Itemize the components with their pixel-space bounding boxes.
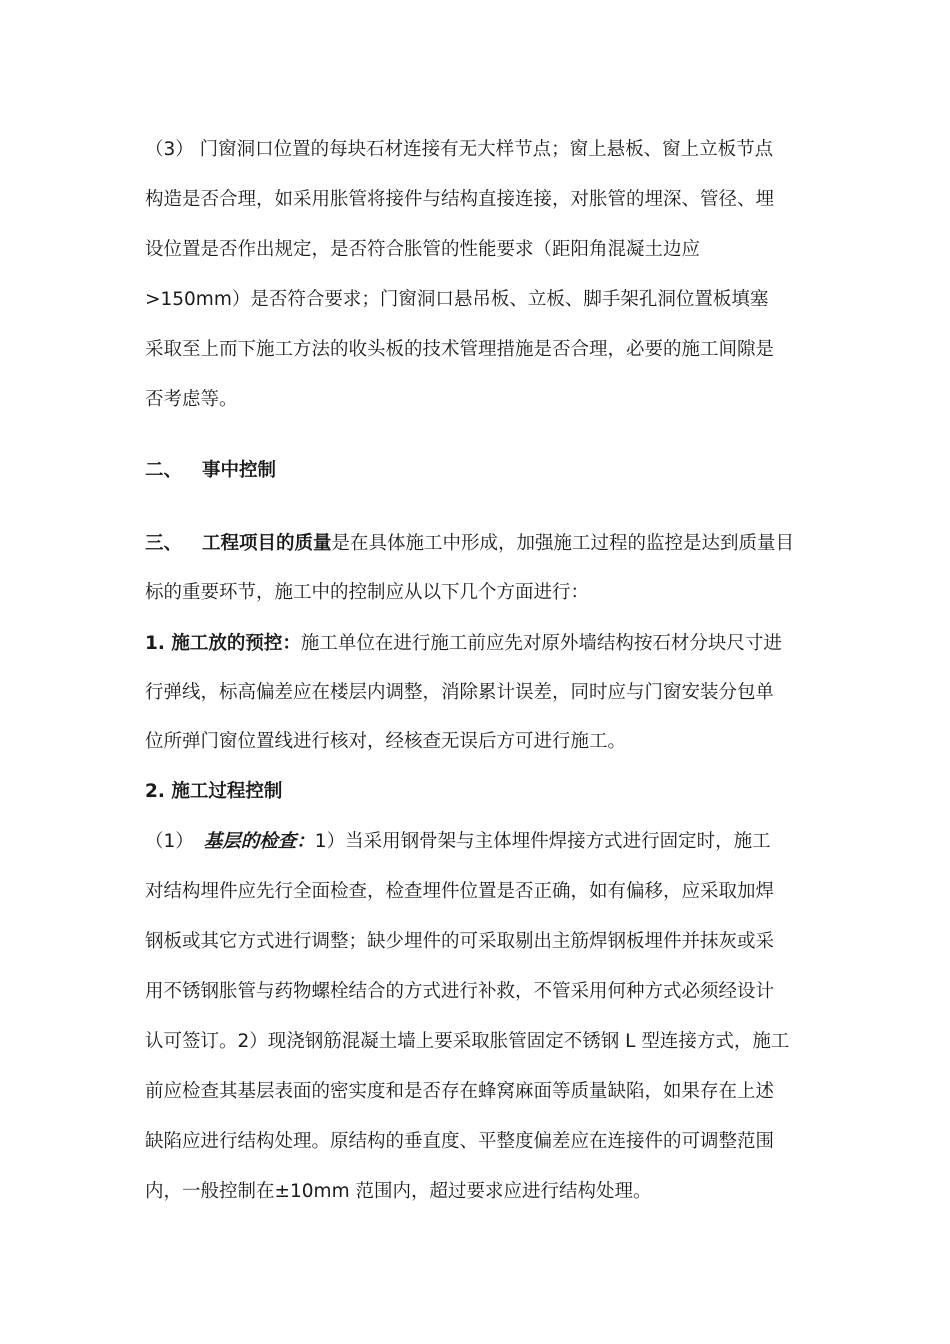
paragraph-line: 对结构埋件应先行全面检查，检查埋件位置是否正确，如有偏移，应采取加焊 (145, 881, 775, 902)
paragraph-line: 行弹线，标高偏差应在楼层内调整，消除累计误差，同时应与门窗安装分包单 (145, 682, 775, 703)
paragraph-line: 认可签订。2）现浇钢筋混凝土墙上要采取胀管固定不锈钢 L 型连接方式，施工 (145, 1031, 790, 1052)
paragraph-line: 用不锈钢胀管与药物螺栓结合的方式进行补救，不管采用何种方式必须经设计 (145, 981, 775, 1002)
paragraph-line: 否考虑等。 (145, 389, 238, 410)
paragraph-line: （3） 门窗洞口位置的每块石材连接有无大样节点；窗上悬板、窗上立板节点 (145, 139, 774, 160)
paragraph-line (145, 531, 794, 557)
heading-number: 二、 (145, 460, 183, 481)
item-heading: 2. 施工过程控制 (145, 781, 283, 802)
paragraph-line: 标的重要环节，施工中的控制应从以下几个方面进行： (145, 582, 590, 603)
paragraph-line: 位所弹门窗位置线进行核对，经核查无误后方可进行施工。 (145, 731, 627, 752)
paragraph-text: 1）当采用钢骨架与主体埋件焊接方式进行固定时，施工 (314, 831, 771, 852)
paragraph-line: 设位置是否作出规定，是否符合胀管的性能要求（距阳角混凝土边应 (145, 239, 701, 260)
paragraph-text: 是在具体施工中形成，加强施工过程的监控是达到质量目 (331, 533, 795, 554)
sub-item-number: （1） (145, 831, 194, 852)
paragraph-line: >150mm）是否符合要求；门窗洞口悬吊板、立板、脚手架孔洞位置板填塞 (145, 289, 769, 310)
paragraph-line: 缺陷应进行结构处理。原结构的垂直度、平整度偏差应在连接件的可调整范围 (145, 1131, 775, 1152)
paragraph-line: 采取至上而下施工方法的收头板的技术管理措施是否合理，必要的施工间隙是 (145, 339, 775, 360)
heading-number: 三、 (145, 533, 183, 554)
paragraph-line: 构造是否合理，如采用胀管将接件与结构直接连接，对胀管的埋深、管径、埋 (145, 189, 775, 210)
section-heading (145, 458, 276, 484)
paragraph-line: 钢板或其它方式进行调整；缺少埋件的可采取剔出主筋焊钢板埋件并抹灰或采 (145, 931, 775, 952)
heading-title: 事中控制 (202, 460, 277, 481)
paragraph-line (145, 631, 782, 657)
item-lead: 1. 施工放的预控： (145, 633, 301, 654)
paragraph-line (145, 829, 771, 855)
sub-item-label: 基层的检查： (203, 831, 315, 852)
paragraph-line: 前应检查其基层表面的密实度和是否存在蜂窝麻面等质量缺陷，如果存在上述 (145, 1081, 775, 1102)
paragraph-text: 施工单位在进行施工前应先对原外墙结构按石材分块尺寸进 (300, 633, 782, 654)
paragraph-line: 内，一般控制在±10mm 范围内，超过要求应进行结构处理。 (145, 1181, 652, 1202)
bold-lead: 工程项目的质量 (202, 533, 332, 554)
